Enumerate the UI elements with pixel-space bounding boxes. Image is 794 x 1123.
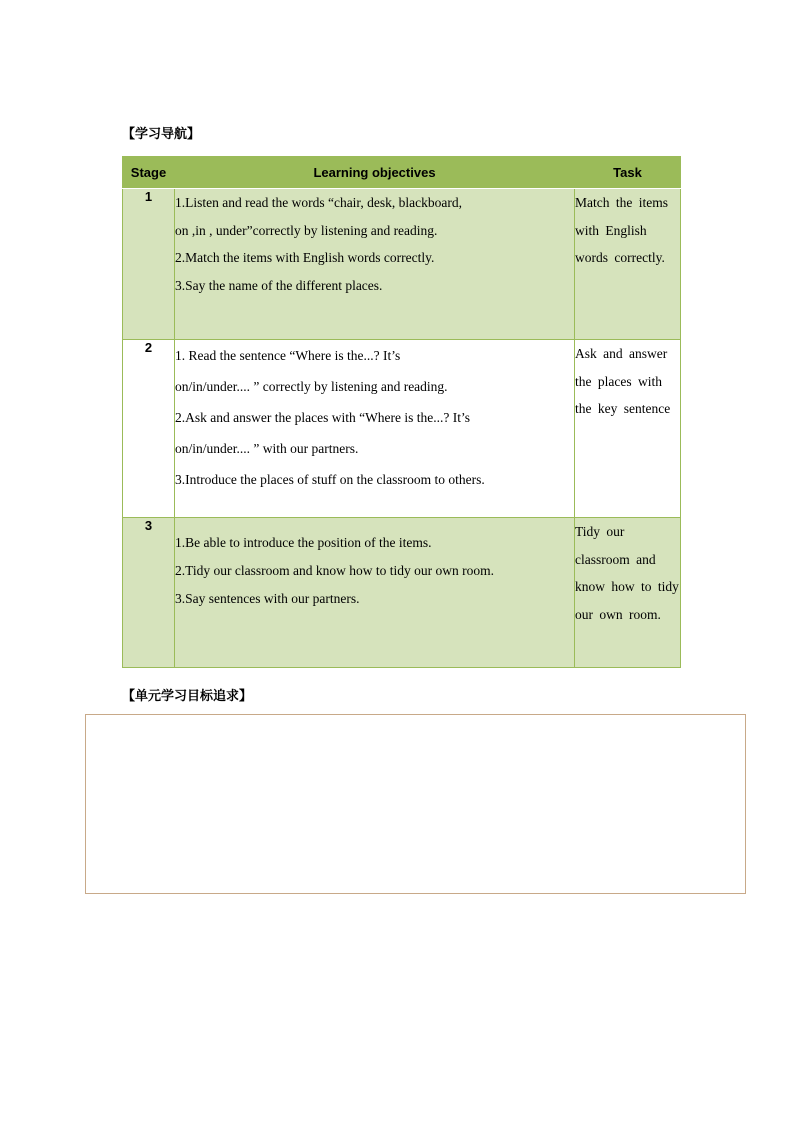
objective-line: 2.Tidy our classroom and know how to tidy our own room. xyxy=(175,563,494,578)
task-cell xyxy=(575,518,681,668)
objective-line: 2.Match the items with English words correctly. xyxy=(175,250,435,265)
task-cell xyxy=(575,189,681,340)
header-task: Task xyxy=(575,157,681,189)
table-row xyxy=(123,518,681,668)
learning-objectives-table xyxy=(122,156,681,668)
objective-line: on/in/under.... ” with our partners. xyxy=(175,441,359,456)
objective-line: 1. Read the sentence “Where is the...? It’s xyxy=(175,348,401,363)
stage-cell: 1 xyxy=(123,189,175,340)
header-learning-objectives: Learning objectives xyxy=(175,157,575,189)
objective-line: 3.Introduce the places of stuff on the classroom to others. xyxy=(175,472,485,487)
learning-guide-heading: 【学习导航】 xyxy=(122,127,201,142)
unit-goals-box xyxy=(85,714,746,894)
objectives-cell xyxy=(175,340,575,518)
table-row xyxy=(123,340,681,518)
stage-cell: 2 xyxy=(123,340,175,518)
task-text: Ask and answer the places with the key sentence xyxy=(575,346,671,416)
objective-line: on/in/under.... ” correctly by listening and reading. xyxy=(175,379,448,394)
objective-line: 2.Ask and answer the places with “Where is the...? It’s xyxy=(175,410,471,425)
table-header-row xyxy=(123,157,681,189)
objective-line: 3.Say the name of the different places. xyxy=(175,277,383,293)
objective-line: 1.Listen and read the words “chair, desk, blackboard, xyxy=(175,195,462,210)
stage-cell: 3 xyxy=(123,518,175,668)
header-stage: Stage xyxy=(123,157,175,189)
objectives-cell xyxy=(175,189,575,340)
task-cell xyxy=(575,340,681,518)
table-row xyxy=(123,189,681,340)
objective-line: on ,in , under”correctly by listening and reading. xyxy=(175,222,438,238)
unit-goals-heading: 【单元学习目标追求】 xyxy=(122,689,253,704)
objective-line: 3.Say sentences with our partners. xyxy=(175,591,360,606)
objectives-cell xyxy=(175,518,575,668)
task-text: Tidy our classroom and know how to tidy our own room. xyxy=(575,524,679,622)
objective-line: 1.Be able to introduce the position of the items. xyxy=(175,535,432,550)
task-text: Match the items with English words correctly. xyxy=(575,195,668,265)
